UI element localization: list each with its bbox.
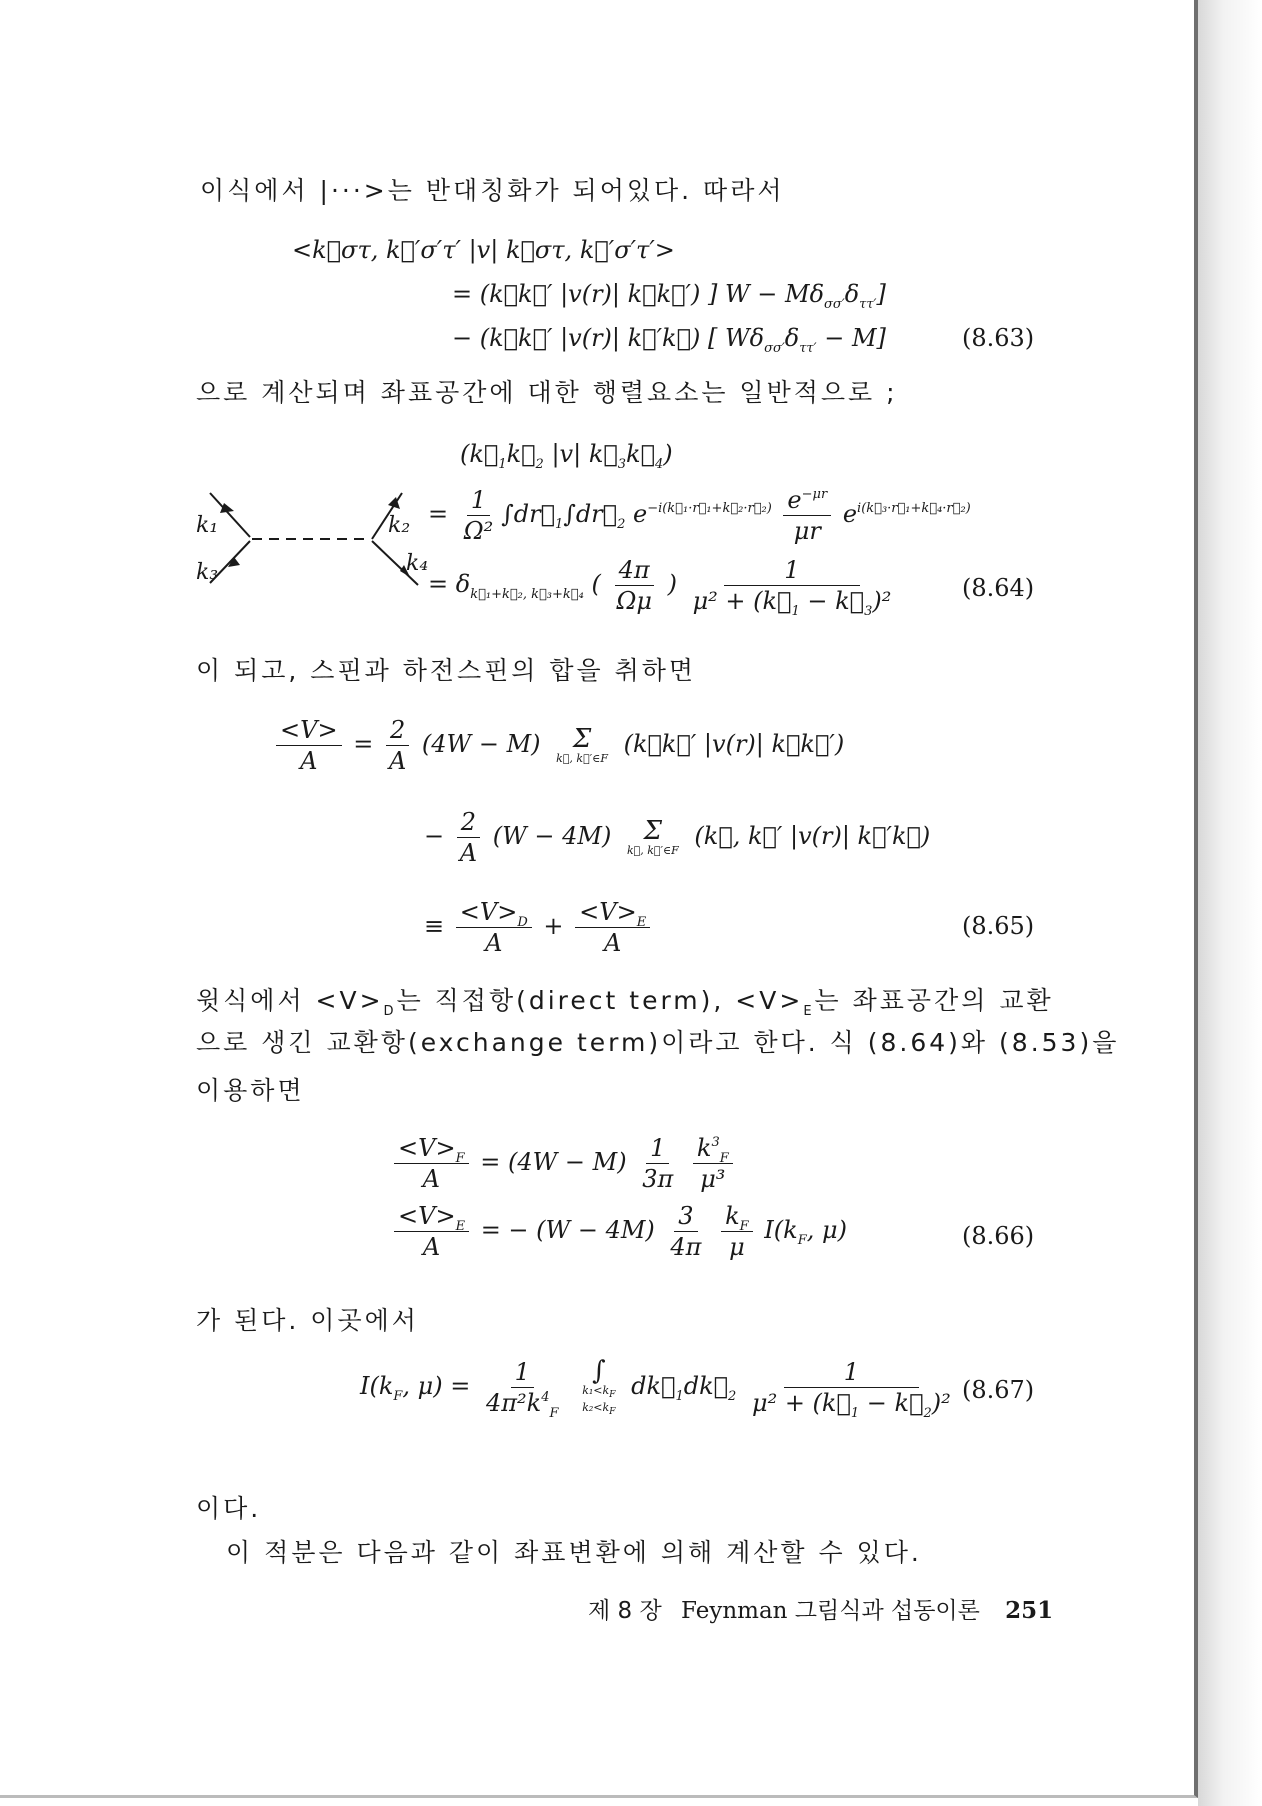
paragraph-is: 이다. xyxy=(196,1494,262,1523)
page-number: 251 xyxy=(1005,1597,1054,1624)
paragraph-using: 이용하면 xyxy=(196,1076,305,1105)
equation-8-64-line3: = $\delta_{k⃗_1+k⃗_2, k⃗_3+k⃗_4}$ ( $\frac{4\pi}{\Omega\mu}$ ) $\frac{1}{\mu^2 + (k⃗_1 - k⃗_3)^2}$ xyxy=(428,556,892,619)
page-footer xyxy=(588,1592,1053,1625)
equation-8-63-line2: = (k⃗k⃗′ |v(r)| k⃗k⃗′) ] $W - M\delta_{\sigma\sigma'}\delta_{\tau\tau'}$] xyxy=(452,280,886,312)
equation-number-8-66: (8.66) xyxy=(962,1222,1035,1250)
equation-8-66-line1: $\frac{<V>_F}{A}$ = (4W − M) $\frac{1}{3\pi}$ $\frac{k^3_F}{\text{μ³}}$ xyxy=(390,1134,737,1193)
page-edge xyxy=(1198,0,1262,1806)
paragraph-integral-calc: 이 적분은 다음과 같이 좌표변환에 의해 계산할 수 있다. xyxy=(226,1538,922,1567)
equation-number-8-63: (8.63) xyxy=(962,324,1035,352)
equation-number-8-64: (8.64) xyxy=(962,574,1035,602)
equation-8-65-line2: − $\frac{2}{A}$ (W − 4M) Σ k⃗, k⃗′∈F (k⃗, k⃗′ |v(r)| k⃗′k⃗) xyxy=(424,808,931,867)
footer-chapter: 제 8 장 xyxy=(588,1598,662,1624)
equation-8-63-line3: − (k⃗k⃗′ |v(r)| k⃗′k⃗) [ $W\delta_{\sigma\sigma'}\delta_{\tau\tau'} - M$] xyxy=(452,324,886,356)
text-exchange-space: 는 좌표공간의 교환 xyxy=(814,986,1054,1015)
paragraph-intro: 이식에서 |···>는 반대칭화가 되어있다. 따라서 xyxy=(200,176,785,205)
k1-arrow xyxy=(220,503,234,513)
footer-title-ko: 그림식과 섭동이론 xyxy=(794,1598,980,1624)
equation-8-63-line1: <k⃗στ, k⃗′σ′τ′ |v| k⃗στ, k⃗′σ′τ′> xyxy=(292,236,675,264)
equation-8-65-line3: ≡ $\frac{<V>_D}{A}$ + $\frac{<V>_E}{A}$ xyxy=(424,898,654,957)
equation-8-67: $I(k_F$, μ) = $\frac{1}{4\pi^2k^4_F}$ ∫ $k_1<k_F$ $k_2<k_F$ $dk⃗_1dk⃗_2$ $\frac{1}{\mu^2 + (k⃗_1 - k⃗_2)^2}$ xyxy=(360,1356,951,1421)
paragraph-matrix-elements: 으로 계산되며 좌표공간에 대한 행렬요소는 일반적으로 ; xyxy=(196,378,898,407)
equation-number-8-67: (8.67) xyxy=(962,1376,1035,1404)
footer-title-en: Feynman xyxy=(681,1598,788,1624)
equation-number-8-65: (8.65) xyxy=(962,912,1035,940)
label-k3: k₃ xyxy=(196,560,219,585)
equation-8-66-line2: $\frac{<V>_E}{A}$ = − (W − 4M) $\frac{3}{4\pi}$ $\frac{k_F}{\mu}$ $I(k_F$, μ) xyxy=(390,1202,847,1261)
paragraph-sum-spin: 이 되고, 스핀과 하전스핀의 합을 취하면 xyxy=(196,656,697,685)
text-above-eq: 윗식에서 <V> xyxy=(196,986,384,1015)
label-k2: k₂ xyxy=(388,513,411,538)
equation-8-64-line2: = $\frac{1}{\text{Ω²}}$ $\int dr⃗_1\int dr⃗_2$ $e^{-i(k⃗_1\cdot r⃗_1+k⃗_2\cdot r⃗_2)}$ $\frac{e^{-\mu r}}{\mu r}$ $e^{i(k⃗_3\cdot r⃗_1+k⃗_4\cdot r⃗_2)}$ xyxy=(428,486,971,545)
text-direct-term: 는 직접항(direct term), <V> xyxy=(396,986,804,1015)
paragraph-direct-term xyxy=(196,986,1054,1019)
paragraph-exchange-term: 으로 생긴 교환항(exchange term)이라고 한다. 식 (8.64)와 (8.53)을 xyxy=(196,1028,1120,1057)
equation-8-65-line1: $\frac{<V>}{A}$ = $\frac{2}{A}$ (4W − M) Σ k⃗, k⃗′∈F (k⃗k⃗′ |v(r)| k⃗k⃗′) xyxy=(272,716,844,775)
equation-8-64-line1: ($k⃗_1k⃗_2$ |v| $k⃗_3k⃗_4$) xyxy=(460,440,673,472)
label-k4: k₄ xyxy=(406,551,429,576)
label-k1: k₁ xyxy=(196,513,219,538)
paragraph-here: 가 된다. 이곳에서 xyxy=(196,1306,419,1335)
subscript-e: E xyxy=(803,1004,815,1019)
subscript-d: D xyxy=(383,1004,397,1019)
